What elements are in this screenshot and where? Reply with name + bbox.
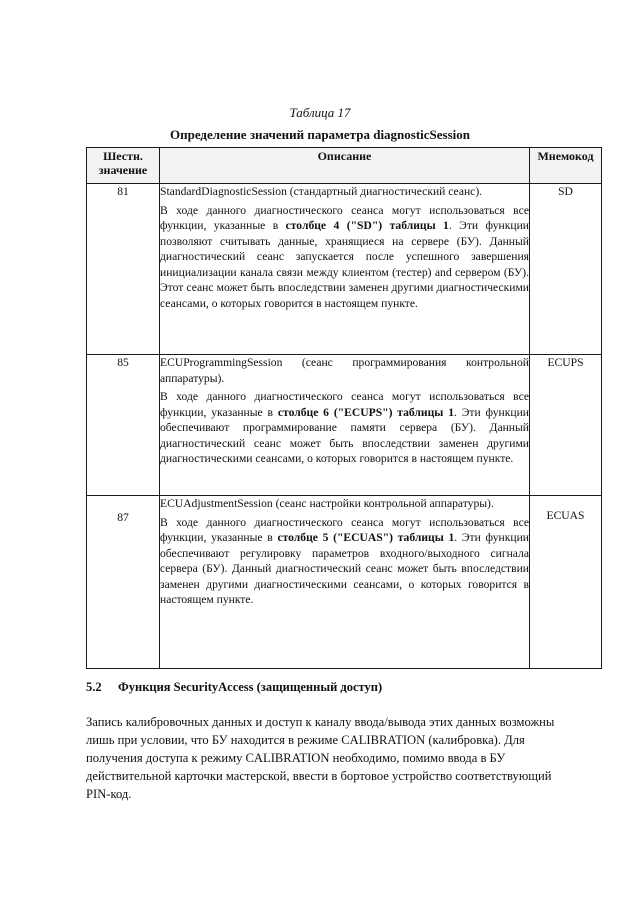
header-hex-value [87, 148, 160, 184]
section-title: Функция SecurityAccess (защищенный доступ) [118, 680, 383, 694]
session-description: В ходе данного диагностического сеанса могут использоваться все функции, указанные в столбце 6 ("ECUPS") таблицы 1. Эти функции обеспечивают программирование памяти сервера (БУ). Данный диагностический сеанс может быть впоследствии заменен другими диагностическими сеансами, о которых говорится в настоящем пункте. [160, 390, 529, 465]
hex-value-cell: 85 [87, 355, 160, 496]
table-reference: столбце 5 ("ECUAS") таблицы 1 [277, 531, 455, 544]
session-name: ECUAdjustmentSession (сеанс настройки контрольной аппаратуры). [160, 497, 494, 510]
diagnostic-session-table [86, 147, 602, 669]
session-description: В ходе данного диагностического сеанса могут использоваться все функции, указанные в столбце 4 ("SD") таблицы 1. Эти функции позволяют считывать данные, хранящиеся на сервере (БУ). Данный диагностический сеанс запускается после успешного завершения инициализации канала связи между клиентом (тестер) and сервером (БУ). Этот сеанс может быть впоследствии заменен другими диагностическими сеансами, о которых говорится в настоящем пункте. [160, 203, 530, 310]
header-hex-line2: значение [98, 163, 148, 177]
table-header-row [87, 148, 602, 184]
section-number: 5.2 [86, 680, 102, 694]
section-heading [86, 680, 382, 695]
body-paragraph: Запись калибровочных данных и доступ к каналу ввода/вывода этих данных возможны лишь при условии, что БУ находится в режиме CALIBRATION (калибровка). Для получения доступа к режиму CALIBRATION необходимо, помимо ввода в БУ действительной карточки мастерской, ввести в бортовое устройство соответствующий PIN-код. [86, 715, 555, 801]
mnemonic-cell: SD [530, 184, 602, 355]
description-cell [160, 355, 530, 496]
mnemonic-cell: ECUPS [530, 355, 602, 496]
table-row [87, 355, 602, 496]
table-reference: столбце 6 ("ECUPS") таблицы 1 [277, 405, 454, 419]
table-caption: Таблица 17 [289, 105, 351, 120]
header-hex-line1: Шестн. [103, 149, 143, 163]
description-cell [160, 184, 530, 355]
session-name: StandardDiagnosticSession (стандартный диагностический сеанс). [160, 185, 483, 198]
description-cell [160, 496, 530, 669]
session-name: ECUProgrammingSession (сеанс программирования контрольной аппаратуры). [160, 356, 529, 385]
header-description: Описание [160, 148, 530, 184]
table-title: Определение значений параметра diagnosticSession [169, 127, 471, 142]
table-row [87, 184, 602, 355]
session-description: В ходе данного диагностического сеанса могут использоваться все функции, указанные в столбце 5 ("ECUAS") таблицы 1. Эти функции обеспечивают регулировку параметров входного/выходного сигнала сервера (БУ). Данный диагностический сеанс может быть впоследствии заменен другими диагностическими сеансами, о которых говорится в настоящем пункте. [160, 515, 529, 606]
hex-value-cell: 81 [87, 184, 160, 355]
table-reference: столбце 4 ("SD") таблицы 1 [285, 219, 449, 232]
table-row [87, 496, 602, 669]
hex-value-cell: 87 [87, 496, 160, 669]
mnemonic-cell: ECUAS [530, 496, 602, 669]
header-mnemonic: Мнемокод [530, 148, 602, 184]
